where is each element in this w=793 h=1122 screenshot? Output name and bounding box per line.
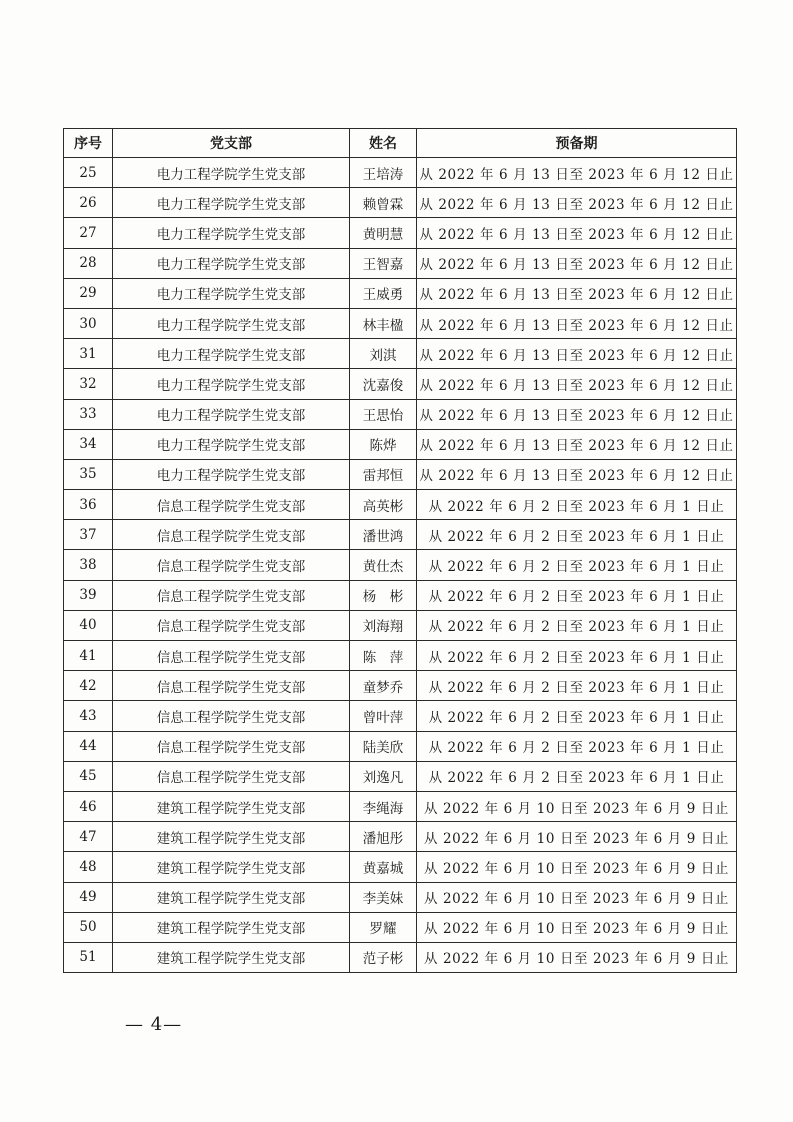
probation-period-cell: 从 2022 年 6 月 10 日至 2023 年 6 月 9 日止 — [417, 912, 737, 942]
serial-number-cell: 39 — [64, 580, 113, 610]
party-branch-cell: 电力工程学院学生党支部 — [113, 399, 350, 429]
party-branch-cell: 信息工程学院学生党支部 — [113, 580, 350, 610]
header-party-branch: 党支部 — [113, 129, 350, 158]
probation-period-cell: 从 2022 年 6 月 13 日至 2023 年 6 月 12 日止 — [417, 218, 737, 248]
table-row — [64, 822, 737, 852]
probation-period-cell: 从 2022 年 6 月 2 日至 2023 年 6 月 1 日止 — [417, 761, 737, 791]
header-name: 姓名 — [350, 129, 417, 158]
probation-period-cell: 从 2022 年 6 月 2 日至 2023 年 6 月 1 日止 — [417, 641, 737, 671]
table-row — [64, 248, 737, 278]
probation-period-cell: 从 2022 年 6 月 2 日至 2023 年 6 月 1 日止 — [417, 610, 737, 640]
member-name-cell: 王培涛 — [350, 158, 417, 188]
table-body — [64, 158, 737, 973]
table-row — [64, 610, 737, 640]
member-name-cell: 高英彬 — [350, 490, 417, 520]
serial-number-cell: 29 — [64, 278, 113, 308]
probation-roster-table — [63, 128, 737, 973]
table-row — [64, 278, 737, 308]
serial-number-cell: 37 — [64, 520, 113, 550]
table-row — [64, 339, 737, 369]
serial-number-cell: 46 — [64, 791, 113, 821]
member-name-cell: 范子彬 — [350, 942, 417, 972]
serial-number-cell: 42 — [64, 671, 113, 701]
table-row — [64, 731, 737, 761]
member-name-cell: 沈嘉俊 — [350, 369, 417, 399]
party-branch-cell: 建筑工程学院学生党支部 — [113, 942, 350, 972]
table-row — [64, 942, 737, 972]
serial-number-cell: 50 — [64, 912, 113, 942]
probation-period-cell: 从 2022 年 6 月 10 日至 2023 年 6 月 9 日止 — [417, 791, 737, 821]
table-header — [64, 129, 737, 158]
member-name-cell: 李绳海 — [350, 791, 417, 821]
probation-period-cell: 从 2022 年 6 月 2 日至 2023 年 6 月 1 日止 — [417, 490, 737, 520]
table-row — [64, 882, 737, 912]
party-branch-cell: 建筑工程学院学生党支部 — [113, 912, 350, 942]
probation-period-cell: 从 2022 年 6 月 10 日至 2023 年 6 月 9 日止 — [417, 822, 737, 852]
probation-period-cell: 从 2022 年 6 月 13 日至 2023 年 6 月 12 日止 — [417, 459, 737, 489]
serial-number-cell: 41 — [64, 641, 113, 671]
table-row — [64, 188, 737, 218]
party-branch-cell: 建筑工程学院学生党支部 — [113, 791, 350, 821]
member-name-cell: 罗耀 — [350, 912, 417, 942]
member-name-cell: 刘淇 — [350, 339, 417, 369]
serial-number-cell: 36 — [64, 490, 113, 520]
serial-number-cell: 27 — [64, 218, 113, 248]
member-name-cell: 王威勇 — [350, 278, 417, 308]
member-name-cell: 陈 萍 — [350, 641, 417, 671]
table-row — [64, 761, 737, 791]
table-row — [64, 671, 737, 701]
party-branch-cell: 建筑工程学院学生党支部 — [113, 852, 350, 882]
party-branch-cell: 信息工程学院学生党支部 — [113, 610, 350, 640]
party-branch-cell: 信息工程学院学生党支部 — [113, 550, 350, 580]
serial-number-cell: 32 — [64, 369, 113, 399]
table-row — [64, 520, 737, 550]
probation-period-cell: 从 2022 年 6 月 13 日至 2023 年 6 月 12 日止 — [417, 158, 737, 188]
party-branch-cell: 信息工程学院学生党支部 — [113, 701, 350, 731]
table-row — [64, 308, 737, 338]
probation-period-cell: 从 2022 年 6 月 10 日至 2023 年 6 月 9 日止 — [417, 942, 737, 972]
table-row — [64, 158, 737, 188]
table-row — [64, 429, 737, 459]
probation-period-cell: 从 2022 年 6 月 13 日至 2023 年 6 月 12 日止 — [417, 248, 737, 278]
party-branch-cell: 信息工程学院学生党支部 — [113, 731, 350, 761]
serial-number-cell: 40 — [64, 610, 113, 640]
table-row — [64, 459, 737, 489]
probation-period-cell: 从 2022 年 6 月 2 日至 2023 年 6 月 1 日止 — [417, 550, 737, 580]
member-name-cell: 杨 彬 — [350, 580, 417, 610]
probation-period-cell: 从 2022 年 6 月 2 日至 2023 年 6 月 1 日止 — [417, 701, 737, 731]
party-branch-cell: 信息工程学院学生党支部 — [113, 490, 350, 520]
party-branch-cell: 电力工程学院学生党支部 — [113, 308, 350, 338]
member-name-cell: 李美妹 — [350, 882, 417, 912]
probation-period-cell: 从 2022 年 6 月 13 日至 2023 年 6 月 12 日止 — [417, 308, 737, 338]
member-name-cell: 林丰楹 — [350, 308, 417, 338]
party-branch-cell: 电力工程学院学生党支部 — [113, 218, 350, 248]
probation-period-cell: 从 2022 年 6 月 2 日至 2023 年 6 月 1 日止 — [417, 580, 737, 610]
probation-period-cell: 从 2022 年 6 月 13 日至 2023 年 6 月 12 日止 — [417, 369, 737, 399]
party-branch-cell: 信息工程学院学生党支部 — [113, 761, 350, 791]
serial-number-cell: 31 — [64, 339, 113, 369]
party-branch-cell: 电力工程学院学生党支部 — [113, 459, 350, 489]
probation-period-cell: 从 2022 年 6 月 13 日至 2023 年 6 月 12 日止 — [417, 429, 737, 459]
party-branch-cell: 电力工程学院学生党支部 — [113, 278, 350, 308]
serial-number-cell: 26 — [64, 188, 113, 218]
member-name-cell: 刘海翔 — [350, 610, 417, 640]
serial-number-cell: 30 — [64, 308, 113, 338]
page-number: — 4— — [125, 1014, 183, 1035]
table-row — [64, 912, 737, 942]
member-name-cell: 潘旭彤 — [350, 822, 417, 852]
party-branch-cell: 建筑工程学院学生党支部 — [113, 882, 350, 912]
member-name-cell: 陆美欣 — [350, 731, 417, 761]
member-name-cell: 童梦乔 — [350, 671, 417, 701]
serial-number-cell: 51 — [64, 942, 113, 972]
serial-number-cell: 38 — [64, 550, 113, 580]
probation-period-cell: 从 2022 年 6 月 13 日至 2023 年 6 月 12 日止 — [417, 399, 737, 429]
probation-period-cell: 从 2022 年 6 月 13 日至 2023 年 6 月 12 日止 — [417, 188, 737, 218]
serial-number-cell: 25 — [64, 158, 113, 188]
probation-period-cell: 从 2022 年 6 月 2 日至 2023 年 6 月 1 日止 — [417, 671, 737, 701]
member-name-cell: 雷邦恒 — [350, 459, 417, 489]
party-branch-cell: 电力工程学院学生党支部 — [113, 369, 350, 399]
probation-period-cell: 从 2022 年 6 月 2 日至 2023 年 6 月 1 日止 — [417, 520, 737, 550]
header-row — [64, 129, 737, 158]
party-branch-cell: 信息工程学院学生党支部 — [113, 671, 350, 701]
serial-number-cell: 48 — [64, 852, 113, 882]
table-row — [64, 550, 737, 580]
member-name-cell: 王思怡 — [350, 399, 417, 429]
serial-number-cell: 33 — [64, 399, 113, 429]
party-branch-cell: 电力工程学院学生党支部 — [113, 339, 350, 369]
member-name-cell: 赖曾霖 — [350, 188, 417, 218]
party-branch-cell: 电力工程学院学生党支部 — [113, 158, 350, 188]
party-branch-cell: 信息工程学院学生党支部 — [113, 520, 350, 550]
serial-number-cell: 43 — [64, 701, 113, 731]
header-serial-number: 序号 — [64, 129, 113, 158]
serial-number-cell: 44 — [64, 731, 113, 761]
serial-number-cell: 34 — [64, 429, 113, 459]
party-branch-cell: 电力工程学院学生党支部 — [113, 429, 350, 459]
table-row — [64, 490, 737, 520]
party-branch-cell: 信息工程学院学生党支部 — [113, 641, 350, 671]
serial-number-cell: 49 — [64, 882, 113, 912]
serial-number-cell: 45 — [64, 761, 113, 791]
member-name-cell: 黄嘉城 — [350, 852, 417, 882]
serial-number-cell: 28 — [64, 248, 113, 278]
header-probation-period: 预备期 — [417, 129, 737, 158]
member-name-cell: 陈烨 — [350, 429, 417, 459]
member-name-cell: 潘世鸿 — [350, 520, 417, 550]
serial-number-cell: 35 — [64, 459, 113, 489]
member-name-cell: 黄明慧 — [350, 218, 417, 248]
party-branch-cell: 建筑工程学院学生党支部 — [113, 822, 350, 852]
table-row — [64, 852, 737, 882]
serial-number-cell: 47 — [64, 822, 113, 852]
party-branch-cell: 电力工程学院学生党支部 — [113, 248, 350, 278]
table-row — [64, 399, 737, 429]
probation-period-cell: 从 2022 年 6 月 10 日至 2023 年 6 月 9 日止 — [417, 852, 737, 882]
table-row — [64, 641, 737, 671]
table-row — [64, 701, 737, 731]
table-row — [64, 218, 737, 248]
probation-period-cell: 从 2022 年 6 月 13 日至 2023 年 6 月 12 日止 — [417, 339, 737, 369]
table-row — [64, 580, 737, 610]
table-row — [64, 369, 737, 399]
member-name-cell: 刘逸凡 — [350, 761, 417, 791]
probation-period-cell: 从 2022 年 6 月 2 日至 2023 年 6 月 1 日止 — [417, 731, 737, 761]
party-branch-cell: 电力工程学院学生党支部 — [113, 188, 350, 218]
member-name-cell: 曾叶萍 — [350, 701, 417, 731]
member-name-cell: 黄仕杰 — [350, 550, 417, 580]
probation-period-cell: 从 2022 年 6 月 10 日至 2023 年 6 月 9 日止 — [417, 882, 737, 912]
table-row — [64, 791, 737, 821]
member-name-cell: 王智嘉 — [350, 248, 417, 278]
probation-period-cell: 从 2022 年 6 月 13 日至 2023 年 6 月 12 日止 — [417, 278, 737, 308]
